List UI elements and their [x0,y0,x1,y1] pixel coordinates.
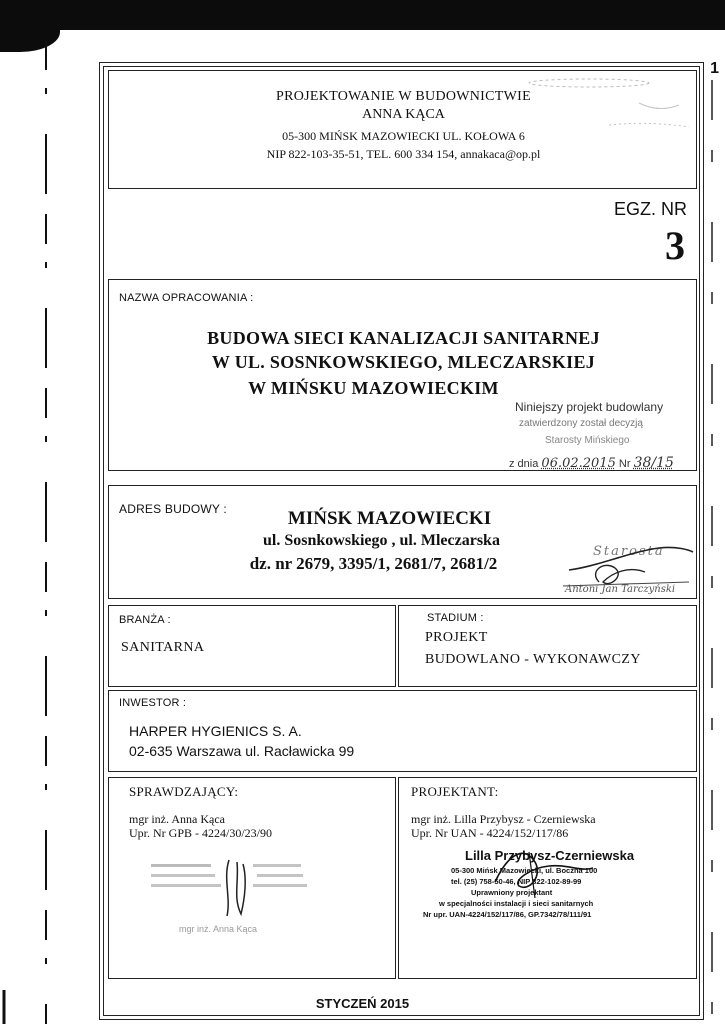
designer-stamp-address: 05-300 Mińsk Mazowiecki, ul. Boczna 100 [451,866,598,875]
reviewer-name: mgr inż. Anna Kąca [129,812,225,826]
copy-label: EGZ. NR [613,199,687,219]
designer-label: PROJEKTANT: [411,784,499,799]
site-address-label: ADRES BUDOWY : [119,502,227,516]
firm-owner: ANNA KĄCA [362,107,445,122]
investor-address: 02-635 Warszawa ul. Racławicka 99 [129,743,355,759]
approval-nr-label: Nr [618,458,631,470]
reviewer-license: Upr. Nr GPB - 4224/30/23/90 [129,826,273,840]
copy-number: 3 [665,223,685,268]
stage-label: STADIUM : [427,612,484,624]
approval-date: 06.02.2015 [541,456,616,471]
stage-line-2: BUDOWLANO - WYKONAWCZY [425,652,641,667]
designer-stamp-name: Lilla Przybysz-Czerniewska [465,848,635,863]
designer-stamp-phone: tel. (25) 758-50-46, NIP 822-102-89-99 [451,877,582,886]
project-title-line-1: BUDOWA SIECI KANALIZACJI SANITARNEJ [207,328,600,348]
designer-stamp-role: Uprawniony projektant [471,888,553,897]
discipline-value: SANITARNA [121,640,205,655]
site-streets: ul. Sosnkowskiego , ul. Mleczarska [263,532,500,549]
starosta-stamp-title: Starosta [593,544,665,559]
project-title-line-2: W UL. SOSNKOWSKIEGO, MLECZARSKIEJ [211,352,596,372]
designer-stamp-speciality: w specjalności instalacji i sieci sanitarnych [439,899,594,908]
approval-number: 38/15 [633,455,674,471]
reviewer-stamp-name: mgr inż. Anna Kąca [179,924,258,934]
investor-name: HARPER HYGIENICS S. A. [129,723,302,739]
project-title-line-3: W MIŃSKU MAZOWIECKIM [248,378,499,398]
approval-stamp-line-3: Starosty Mińskiego [545,435,630,446]
approval-stamp-line-1: Niniejszy projekt budowlany [515,400,664,414]
page-number: 1 [710,60,719,77]
site-city: MIŃSK MAZOWIECKI [287,508,492,529]
discipline-label: BRANŻA : [119,614,171,626]
site-plots: dz. nr 2679, 3395/1, 2681/7, 2681/2 [249,554,498,573]
designer-stamp-license: Nr upr. UAN-4224/152/117/86, GP.7342/78/111/91 [423,910,592,919]
stage-line-1: PROJEKT [425,630,488,645]
firm-name: PROJEKTOWANIE W BUDOWNICTWIE [276,89,531,104]
firm-contact: NIP 822-103-35-51, TEL. 600 334 154, annakaca@op.pl [266,147,541,161]
firm-address: 05-300 MIŃSK MAZOWIECKI UL. KOŁOWA 6 [282,129,525,143]
document-date: STYCZEŃ 2015 [315,996,410,1011]
investor-label: INWESTOR : [119,697,187,709]
approval-stamp-line-2: zatwierdzony został decyzją [519,418,643,429]
designer-license: Upr. Nr UAN - 4224/152/117/86 [411,826,569,840]
reviewer-label: SPRAWDZAJĄCY: [129,784,239,799]
approval-date-prefix: z dnia [509,458,539,470]
designer-name: mgr inż. Lilla Przybysz - Czerniewska [411,812,596,826]
project-name-label: NAZWA OPRACOWANIA : [119,292,254,304]
starosta-stamp-name: Antoni Jan Tarczyński [565,584,676,595]
